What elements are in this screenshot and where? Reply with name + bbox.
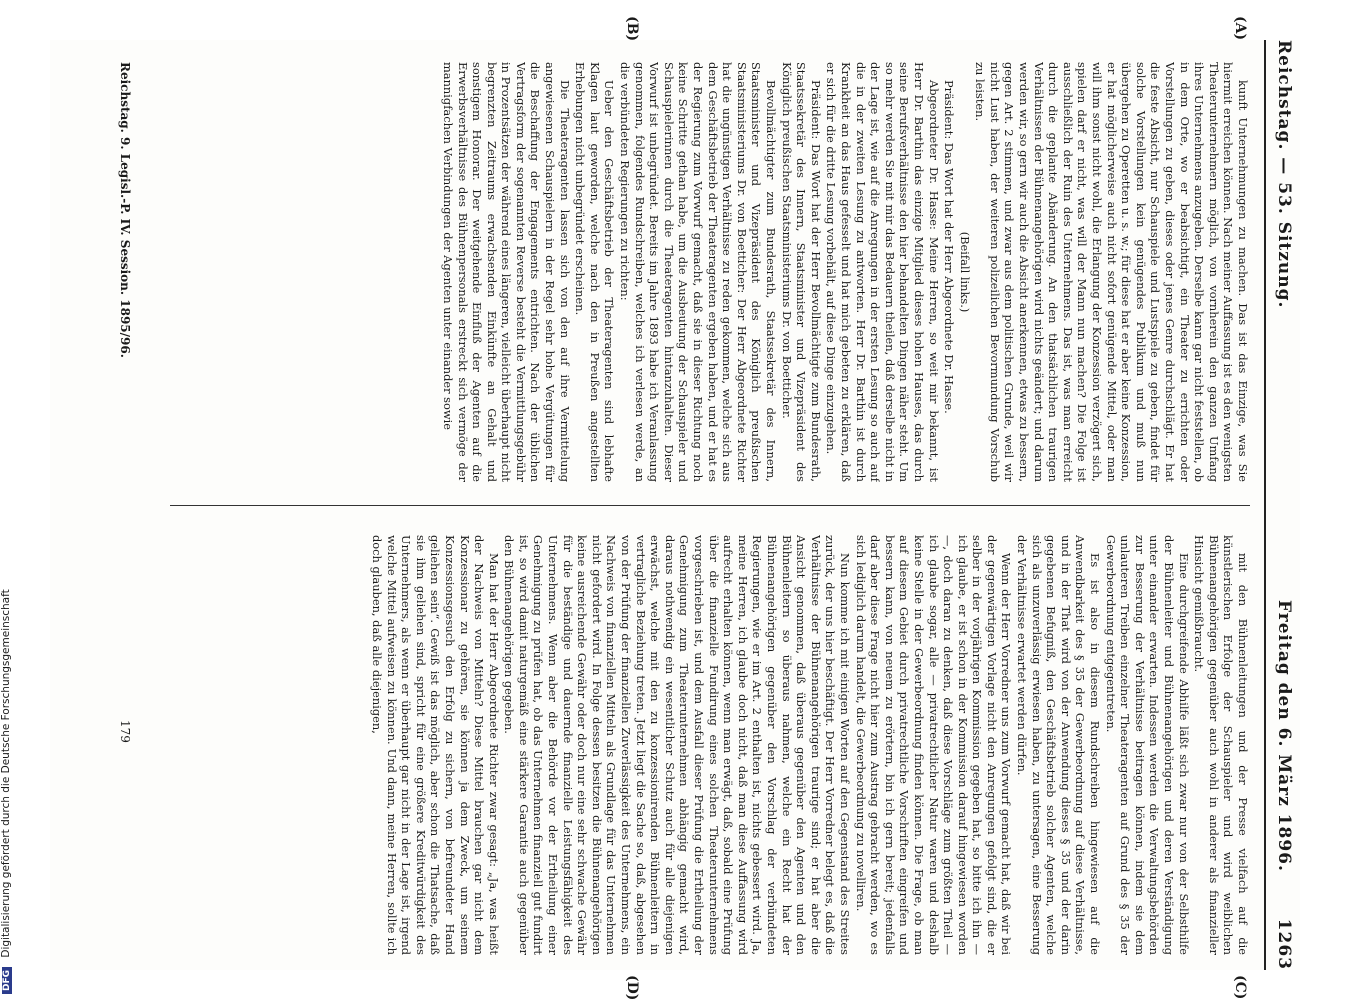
right-column (140, 535, 1250, 955)
margin-letter-d: (D) (624, 975, 640, 1000)
margin-letter-b: (B) (624, 16, 640, 42)
document-page (50, 16, 1300, 1000)
paragraph: Wenn der Herr Vorredner uns zum Vorwurf gemacht hat, daß wir bei der gegenwärtigen Vorlage nicht den Anregungen gefolgt sind, die er selber in der vorjährigen Kommission gegeben hat, so bitte ich ihn — ich glaube, er ist schon in der Kommission darauf hingewiesen worden —, doch daran zu denken, daß diese Vorschläge zum größten Theil — ich glaube sogar, alle — privatrechtlicher Natur waren und deshalb keine Stelle in der Gewerbeordnung finden können. Die Frage, ob man auf diesem Gebiet durch privatrechtliche Vorschriften eingreifen und bessern kann, von neuem zu erörtern, bin ich gern bereit; jedenfalls darf aber diese Frage nicht hier zum Austrag gebracht werden, wo es sich lediglich darum handelt, die Gewerbeordnung zu novelliren. (853, 535, 1014, 955)
footer-page-number: 179 (118, 720, 132, 743)
digitization-note (0, 0, 16, 1000)
paragraph: Nun komme ich mit einigen Worten auf den Gegenstand des Streites zurück, der uns hier beschäftigt. Der Herr Vorredner belegt es, daß die Verhältnisse der Bühnenangehörigen traurige sind; er hat aber die Ansicht genommen, daß überaus gegenüber den Agenten und den Bühnenleitern so überaus nahmen, welche ein Recht hat der Bühnenangehörigen gegenüber den Vorschlag der verbündeten Regierungen, wie er im Art. 2 enthalten ist, nichts gebessert wird. Ja, meine Herren, ich glaube doch nicht, daß man diese Auffassung wird aufrecht erhalten können, wenn man erwägt, daß, sobald eine Prüfung über die finanzielle Fundirung eines solchen Theaterunternehmens vorgeschrieben ist, und dem Ausfall dieser Prüfung die Ertheilung der Genehmigung zum Theaterunternehmen abhängig gemacht wird, daraus nothwendig ein wesentlicher Schutz auch für alle diejenigen erwächst, welche mit den zu konzessionirenden Bühnenleitern in vertragliche Beziehung treten. Jetzt liegt die Sache so, daß, abgesehen von der Prüfung der finanziellen Zuverlässigkeit des Unternehmens, ein Nachweis von finanziellen Mitteln als Grundlage für das Unternehmen nicht gefordert wird. In Folge dessen besitzen die Bühnenangehörigen keine ausreichende Gewähr oder doch nur eine sehr schwache Gewähr für die beständige und dauernde finanzielle Leistungsfähigkeit des Unternehmens. Wenn aber die Behörde vor der Ertheilung einer Genehmigung zu prüfen hat, ob das Unternehmen finanziell gut fundirt ist, so wird damit naturgemäß eine stärkere Garantie auch gegenüber den Bühnenangehörigen gegeben. (502, 535, 852, 955)
paragraph: Abgeordneter Dr. Hasse: Meine Herren, so weit mir bekannt, ist Herr Dr. Barthin das einzige Mitglied dieses hohen Hauses, das durch seine Berufsverhältnisse den hier behandelten Dingen näher steht. Um so mehr werden Sie mit mir das Bedauern theilen, daß derselbe nicht in der Lage ist, wie auf die Anregungen in der ersten Lesung so auch auf die in der zweiten Lesung zu antworten. Herr Dr. Barthin ist durch Krankheit an das Haus gefesselt und hat mich gebeten zu erklären, daß er sich für die dritte Lesung vorbehält, auf diese Dinge einzugehen. (824, 62, 941, 482)
header-page-number: 1263 (1274, 918, 1294, 970)
left-column (140, 62, 1250, 482)
paragraph: Die Theateragenten lassen sich von den auf ihre Vermittelung angewiesenen Schauspielern in der Regel sehr hohe Vergütungen für die Beschaffung der Engagements entrichten. Nach der üblichen Vertragsform der sogenannten Reverse besteht die Vermittlungsgebühr in Prozentsätzen der während eines längeren, vielleicht überhaupt nicht begrenzten Zeitraums erwachsenden Einkünfte an Gehalt und sonstigem Honorar. Der weitgehende Einfluß der Agenten auf die Erwerbsverhältnisse des Bühnenpersonals erstreckt sich vermöge der mannigfachen Verbindungen der Agenten unter einander sowie (440, 62, 572, 482)
applause-note: (Beifall links.) (957, 231, 972, 313)
column-divider (170, 505, 1250, 506)
paragraph: Ueber den Geschäftsbetrieb der Theateragenten sind lebhafte Klagen laut geworden, welche nach den in Preußen angestellten Erhebungen nicht unbegründet erscheinen. (573, 62, 617, 482)
header-session: Reichstag. — 53. Sitzung. (1274, 40, 1294, 309)
page-header (1264, 40, 1300, 970)
footer-session: Reichstag. 9. Legisl.-P. IV. Session. 1895/96. (118, 62, 132, 358)
paragraph: Präsident: Das Wort hat der Herr Abgeordnete Dr. Hasse. (942, 80, 957, 414)
header-date: Freitag den 6. März 1896. (1274, 600, 1294, 872)
dfg-logo: DFG (2, 967, 12, 994)
margin-letter-c: (C) (1232, 975, 1248, 1000)
paragraph: Präsident: Das Wort hat der Herr Bevollmächtigte zum Bundesrath, Staatssekretär des Innern, Staatsminister und Vizepräsident des Königlich preußischen Staatsministeriums Dr. von Boetticher. (779, 62, 823, 482)
paragraph: Bevollmächtigter zum Bundesrath, Staatssekretär des Innern, Staatsminister und Vizepräsident des Königlich preußischen Staatsministeriums Dr. von Boetticher: Der Herr Abgeordnete Richter hat die ungünstigen Verhältnisse zu reden gekommen, welche sich aus dem Geschäftsbetrieb der Theateragenten ergeben haben, und er hat es der Regierung zum Vorwurf gemacht, daß sie in dieser Richtung noch keine Schritte gethan habe, um die Ausbeutung der Schauspieler und Schauspielerinnen durch die Theateragenten hintanzuhalten. Dieser Vorwurf ist unbegründet. Bereits im Jahre 1893 habe ich Veranlassung genommen, folgendes Rundschreiben, welches ich verlesen werde, an die verbündeten Regierungen zu richten: (618, 62, 778, 482)
paragraph: Es ist also in diesem Rundschreiben hingewiesen auf die Anwendbarkeit des § 35 der Gewerbeordnung auf diese Verhältnisse, und in der That wird von der Anwendung dieses § 35 und der darin gegebenen Befugniß, den Geschäftsbetrieb solcher Agenten, welche sich als unzuverlässig erwiesen haben, zu untersagen, eine Besserung der Verhältnisse erwartet werden dürfen. (1015, 535, 1103, 955)
margin-letter-a: (A) (1232, 16, 1248, 41)
paragraph: Eine durchgreifende Abhilfe läßt sich zwar nur von der Selbsthilfe der Bühnenleiter und Bühnenangehörigen und deren Verständigung unter einander erwarten. Indessen werden die Verwaltungsbehörden zur Besserung der Verhältnisse beitragen können, indem sie dem unlauteren Treiben einzelner Theateragenten auf Grund des § 35 der Gewerbeordnung entgegentreten. (1103, 535, 1191, 955)
paragraph: mit den Bühnenleitungen und der Presse vielfach auf die künstlerischen Erfolge der Schauspieler und wird weiblichen Bühnenangehörigen gegenüber auch wohl in anderer als finanzieller Hinsicht gemißbraucht. (1192, 535, 1250, 955)
paragraph: kunft Unternehmungen zu machen. Das ist das Einzige, was Sie hiermit erreichen können. Nach meiner Auffassung ist es den wenigsten Theaterunternehmern möglich, von vornherein den ganzen Umfang ihres Unternehmens anzugeben. Derselbe kann gar nicht feststellen, ob in dem Orte, wo er beabsichtigt, ein Theater zu errichten oder Vorstellungen zu geben, dieses oder jenes Genre durchschlägt. Er hat die feste Absicht, nur Schauspiele und Lustspiele zu geben, findet für solche Vorstellungen kein genügendes Publikum und muß nun übergehen zu Operetten u. s. w.; für diese hat er aber keine Konzession, er hat möglicherweise auch nicht sofort genügende Mittel, oder man will ihm sonst nicht wohl, die Erlangung der Konzession verzögert sich, spielen darf er nicht, was will der Mann nun machen? Die Folge ist ausschließlich der Ruin des Unternehmens. Das ist, was man erreicht durch die geplante Abänderung. An den thatsächlichen traurigen Verhältnissen der Bühnenangehörigen wird nichts geändert; und darum werden wir, so gern wir auch die Absicht anerkennen, etwas zu bessern, gegen Art. 2 stimmen, und zwar aus dem politischen Grunde, weil wir nicht Lust haben, der weiteren polizeilichen Bevormundung Vorschub zu leisten. (973, 62, 1250, 482)
paragraph: Man hat der Herr Abgeordnete Richter zwar gesagt: „Ja, was heißt der Nachweis von Mitteln? Diese Mittel brauchen gar nicht dem Konzessionar zu gehören, sie können ja dem Zweck, um seinem Konzessionsgesuch den Erfolg zu sichern, von befreundeter Hand geliehen sein“. Gewiß ist das möglich, aber schon die Thatsache, daß sie ihm geliehen sind, spricht für eine größere Kreditwürdigkeit des Unternehmers, als wenn er überhaupt gar nicht in der Lage ist, irgend welche Mittel aufweisen zu können. Und dann, meine Herren, sollte ich doch glauben, daß alle diejenigen, (369, 535, 501, 955)
digitization-note-text: Digitalisierung gefördert durch die Deutsche Forschungsgemeinschaft (0, 589, 12, 958)
